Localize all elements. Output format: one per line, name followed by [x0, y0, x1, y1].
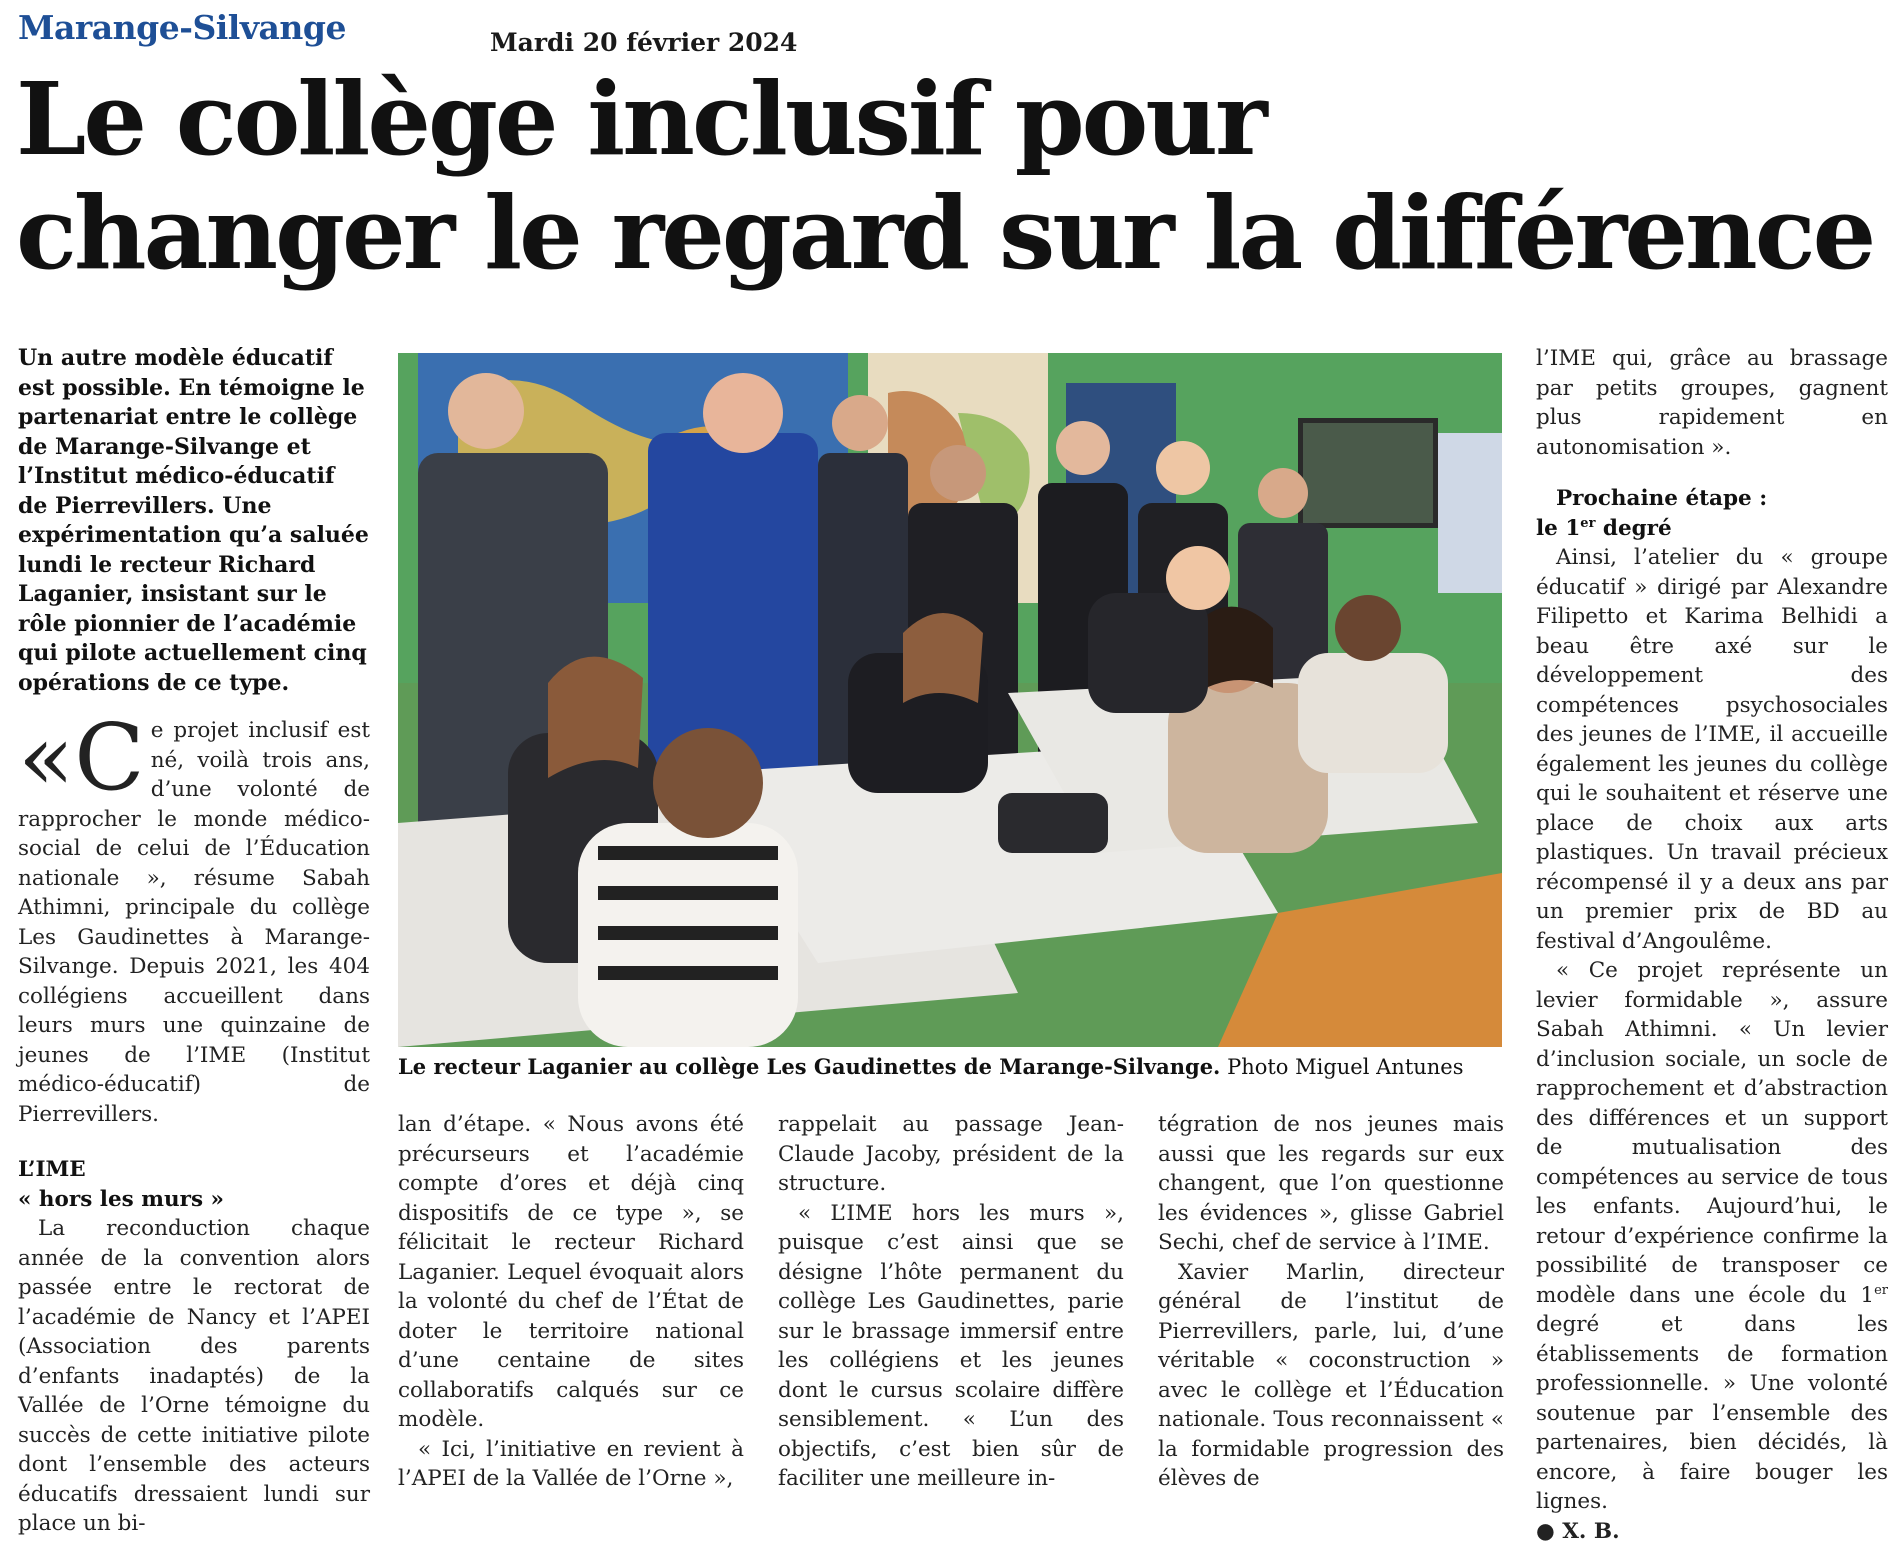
column-3 — [778, 1110, 1124, 1494]
subhead-next-step — [1536, 484, 1888, 514]
locality-kicker: Marange-Silvange — [18, 8, 346, 47]
author-signature: ● X. B. — [1536, 1517, 1888, 1546]
headline-line-2: changer le regard sur la différence — [16, 174, 1873, 292]
subhead-next-step-sup: er — [1580, 515, 1595, 530]
col5-paragraph-1: l’IME qui, grâce au brassage par petits groupes, gagnent plus rapidement en autonomisation ». — [1536, 344, 1888, 462]
col4-paragraph-2: Xavier Marlin, directeur général de l’institut de Pierrevillers, parle, lui, d’une véritable « coconstruction » avec le collège et l’Éducation nationale. Tous reconnaissent « la formidable progression des élèves de — [1158, 1258, 1504, 1494]
subhead-next-step-line-2 — [1536, 514, 1888, 544]
col3-paragraph-1: rappelait au passage Jean-Claude Jacoby, président de la structure. — [778, 1110, 1124, 1199]
caption-text: Le recteur Laganier au collège Les Gaudinettes de Marange-Silvange. — [398, 1054, 1220, 1079]
col5-paragraph-3 — [1536, 956, 1888, 1517]
column-4 — [1158, 1110, 1504, 1494]
col2-paragraph-1: lan d’étape. « Nous avons été précurseurs et l’académie compte d’ores et déjà cinq dispositifs de ce type », se félicitait le recteur Richard Laganier. Lequel évoquait alors la volonté du chef de l’État de doter le territoire national d’une centaine de sites collaboratifs calqués sur ce modèle. — [398, 1110, 744, 1435]
photo-caption — [398, 1054, 1464, 1079]
column-2 — [398, 1110, 744, 1494]
col2-paragraph-2: « Ici, l’initiative en revient à l’APEI de la Vallée de l’Orne », — [398, 1435, 744, 1494]
subhead-next-step-post: degré — [1595, 516, 1671, 541]
headline-line-1: Le collège inclusif pour — [16, 60, 1265, 178]
classroom-photo-illustration — [398, 353, 1502, 1047]
subhead-next-step-pre: le 1 — [1536, 516, 1580, 541]
chapo: Un autre modèle éducatif est possible. En témoigne le partenariat entre le collège de Marange-Silvange et l’Institut médico-éducatif de Pierrevillers. Une expérimentation qu’a saluée lundi le recteur Richard Laganier, insistant sur le rôle pionnier de l’académie qui pilote actuellement cinq opérations de ce type. — [18, 344, 370, 698]
col5-paragraph-3-post: degré et dans les établissements de formation professionnelle. » Une volonté soutenue par l’ensemble des partenaires, bien décidés, là encore, à faire bouger les lignes. — [1536, 1312, 1888, 1514]
col3-paragraph-2: « L’IME hors les murs », puisque c’est ainsi que se désigne l’hôte permanent du collège Les Gaudinettes, parie sur le brassage immersif entre les collégiens et les jeunes dont le cursus scolaire diffère sensiblement. « L’un des objectifs, c’est bien sûr de faciliter une meilleure in- — [778, 1199, 1124, 1494]
subhead-next-step-line-1: Prochaine étape : — [1556, 486, 1767, 511]
column-5 — [1536, 344, 1888, 1546]
col5-paragraph-2: Ainsi, l’atelier du « groupe éducatif » dirigé par Alexandre Filipetto et Karima Belhidi a beau être axé sur le développement des compétences psychosociales des jeunes de l’IME, il accueille également les jeunes du collège qui le souhaitent et réserve une place de choix aux arts plastiques. Un travail précieux récompensé il y a deux ans par un premier prix de BD au festival d’Angoulême. — [1536, 543, 1888, 956]
lead-text: e projet inclusif est né, voilà trois ans, d’une volonté de rapprocher le monde médico-social de celui de l’Éducation nationale », résume Sabah Athimni, principale du collège Les Gaudinettes à Marange-Silvange. Depuis 2021, les 404 collégiens accueillent dans leurs murs une quinzaine de jeunes de l’IME (Institut médico-éducatif) de Pierrevillers. — [18, 718, 370, 1127]
col1-paragraph: La reconduction chaque année de la convention alors passée entre le rectorat de l’académie de Nancy et l’APEI (Association des parents d’enfants inadaptés) de la Vallée de l’Orne témoigne du succès de cette initiative pilote dont l’ensemble des acteurs éducatifs dressaient lundi sur place un bi- — [18, 1214, 370, 1539]
publication-date: Mardi 20 février 2024 — [490, 28, 797, 57]
photo-credit: Photo Miguel Antunes — [1227, 1055, 1463, 1079]
subhead-ime-line-1: L’IME — [18, 1157, 86, 1182]
classroom-photo — [398, 353, 1502, 1047]
headline — [16, 62, 1896, 290]
col5-paragraph-3-pre: « Ce projet représente un levier formidable », assure Sabah Athimni. « Un levier d’inclusion sociale, un socle de rapprochement et d’abstraction des différences et un support de mutualisation des compétences au service de tous les enfants. Aujourd’hui, le retour d’expérience confirme la possibilité de transposer ce modèle dans une école du 1 — [1536, 958, 1888, 1308]
column-1 — [18, 344, 370, 1539]
col4-paragraph-1: tégration de nos jeunes mais aussi que les regards sur eux changent, que l’on questionne les évidences », glisse Gabriel Sechi, chef de service à l’IME. — [1158, 1110, 1504, 1258]
col5-paragraph-3-sup: er — [1874, 1282, 1888, 1297]
opening-quote: «C — [18, 720, 145, 796]
lead-paragraph — [18, 716, 370, 1129]
subhead-ime-line-2: « hors les murs » — [18, 1187, 224, 1212]
subhead-ime — [18, 1155, 370, 1214]
